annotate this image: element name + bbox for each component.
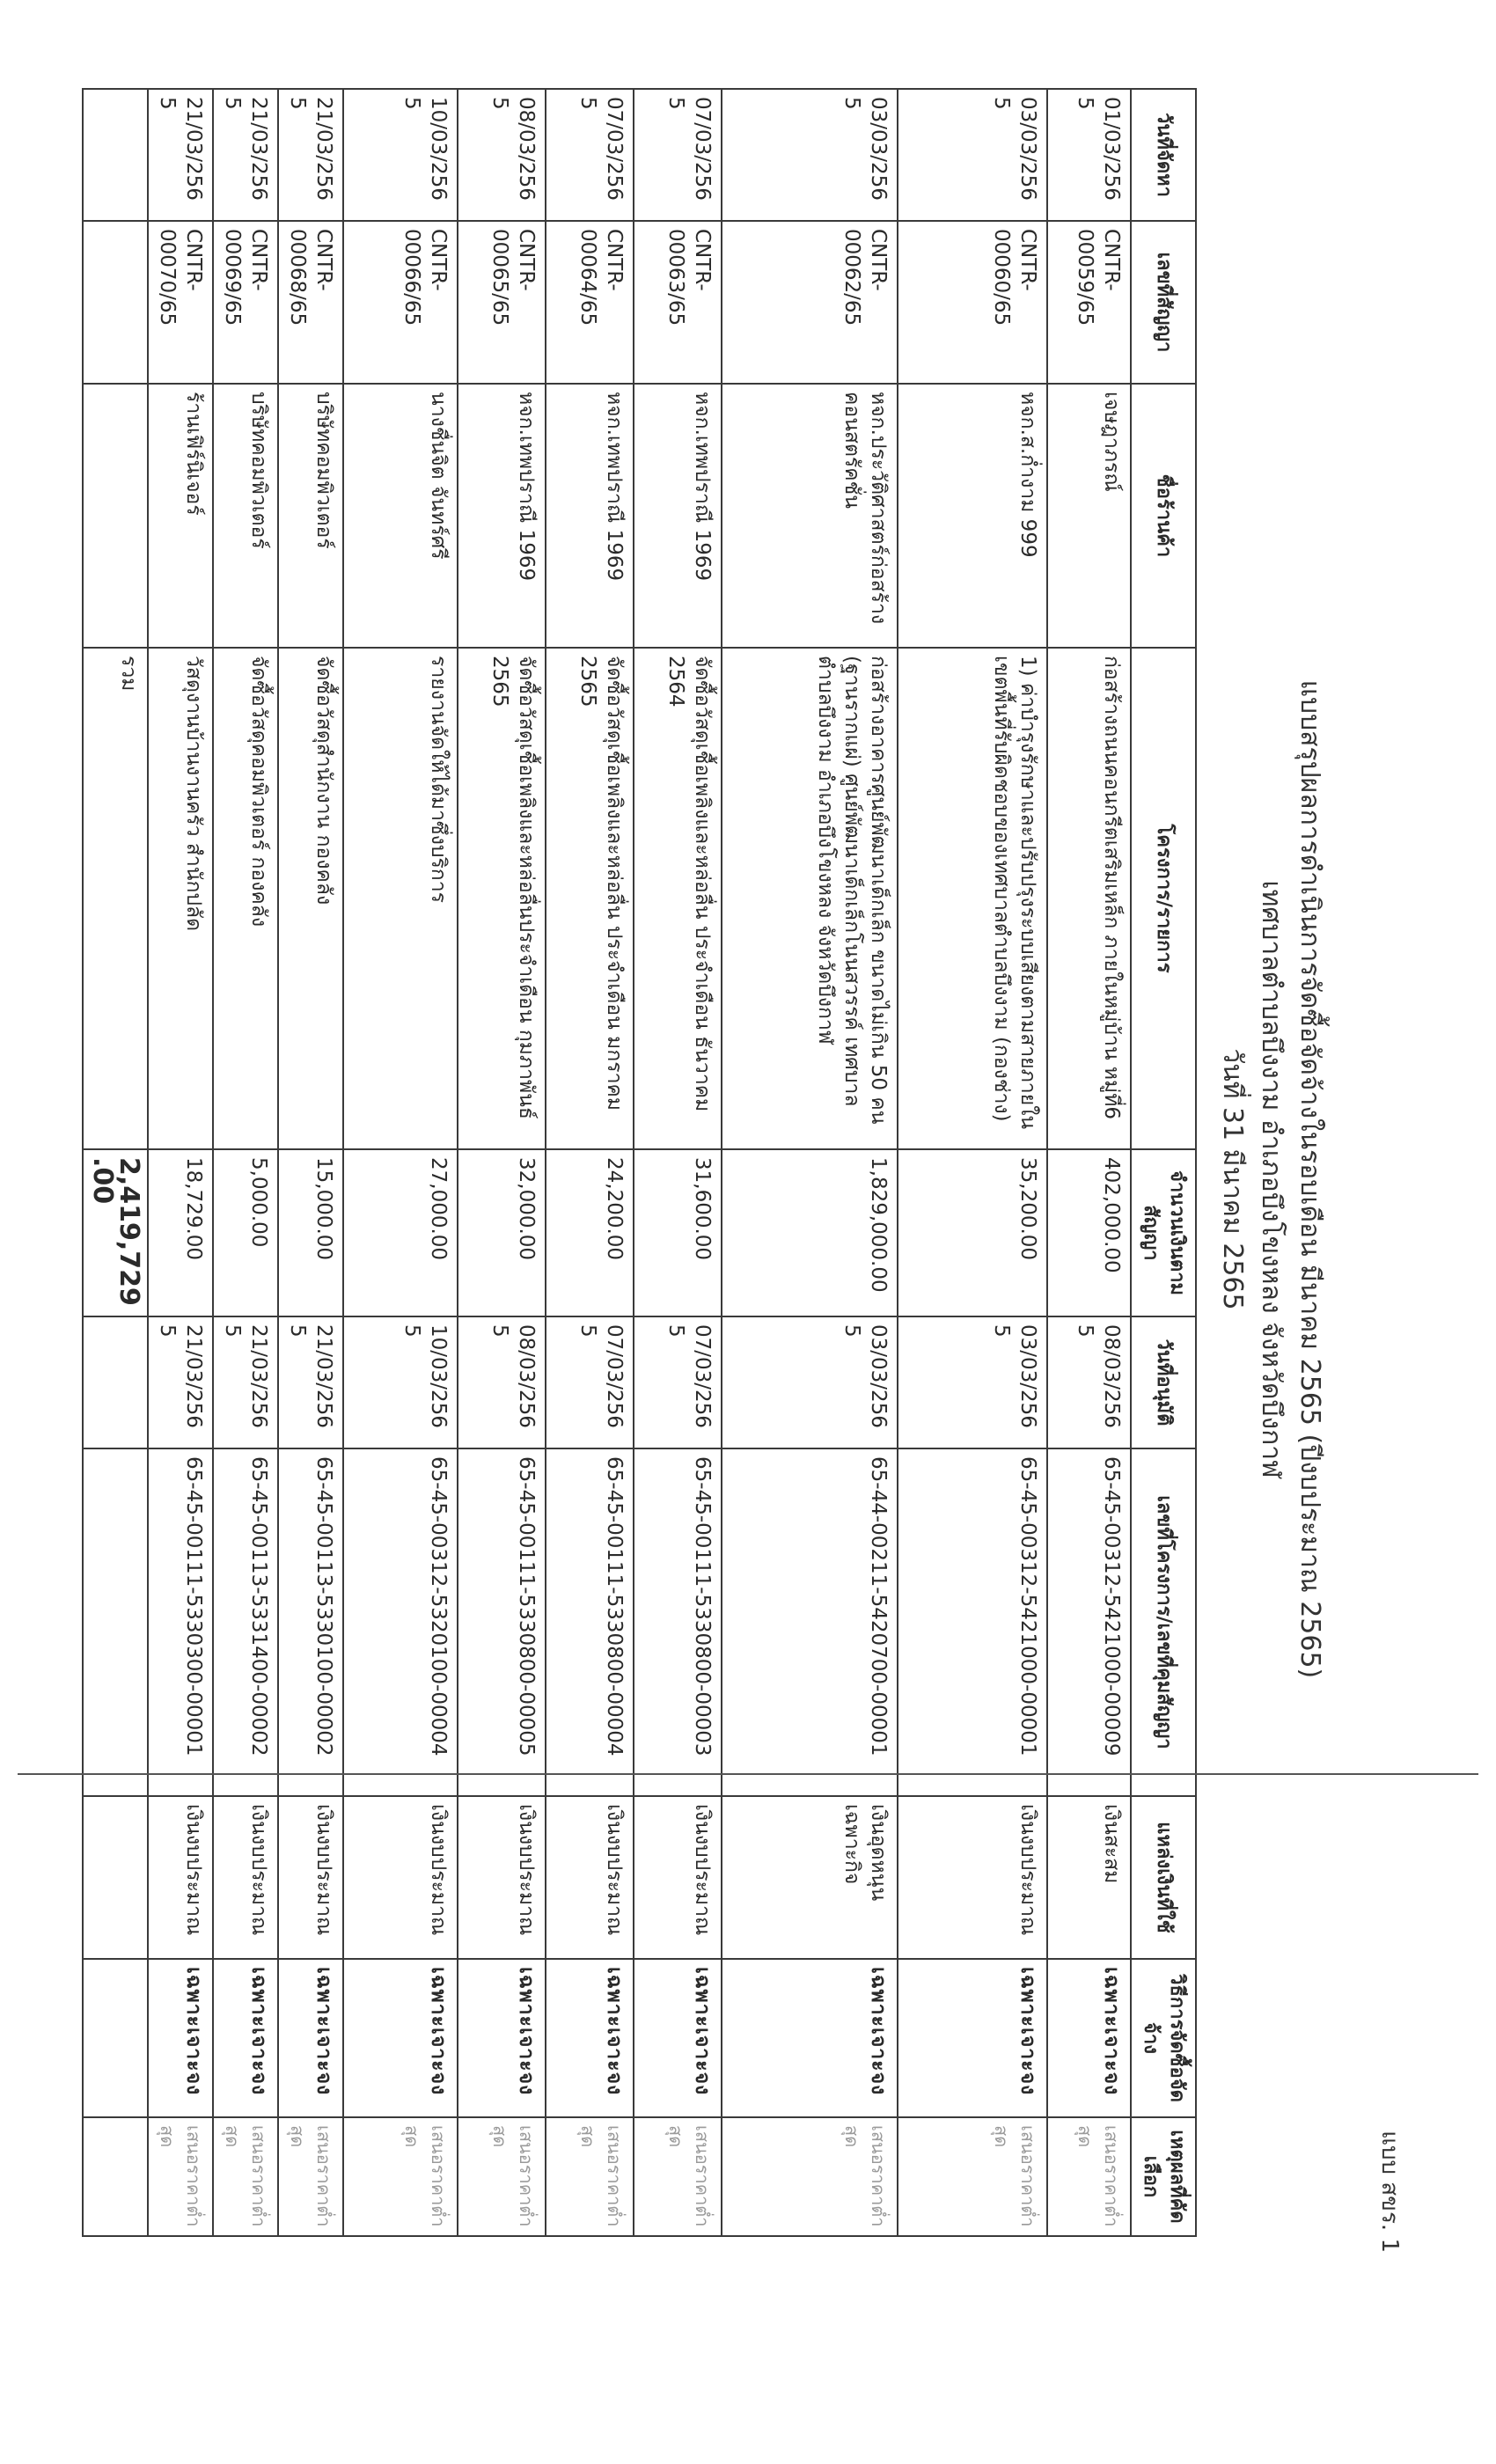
- cell-date: 01/03/2565: [1047, 89, 1131, 221]
- total-value: 2,419,729.00: [83, 1149, 148, 1316]
- table-row: [722, 89, 898, 2236]
- cell-contract: CNTR-00062/65: [722, 221, 898, 384]
- cell-ref: 65-45-00113-5331400-00002: [213, 1448, 278, 1796]
- cell-method: เฉพาะเจาะจง: [1047, 1959, 1131, 2117]
- cell-ref: 65-45-00312-5421000-00001: [898, 1448, 1047, 1796]
- table-row: [546, 89, 634, 2236]
- title-line-3: วันที่ 31 มีนาคม 2565: [1217, 1048, 1248, 1310]
- cell-approve-date: 03/03/2565: [898, 1316, 1047, 1448]
- cell-vendor: บริษัทคอมพิวเตอร์: [213, 384, 278, 648]
- table-row: [343, 89, 458, 2236]
- cell-vendor: หจก.ประวัติศาสตร์ก่อสร้าง คอนสตรัคชั่น: [722, 384, 898, 648]
- header-method: วิธีการจัดซื้อจัดจ้าง: [1131, 1959, 1196, 2117]
- cell-vendor: เจษฎาภรณ์: [1047, 384, 1131, 648]
- page-bottom-rule: [18, 1773, 1478, 1775]
- cell-reason: เสนอราคาต่ำสุด: [213, 2117, 278, 2236]
- cell-approve-date: 07/03/2565: [634, 1316, 722, 1448]
- cell-vendor: บริษัทคอมพิวเตอร์: [278, 384, 343, 648]
- cell-contract: CNTR-00064/65: [546, 221, 634, 384]
- cell-method: เฉพาะเจาะจง: [458, 1959, 546, 2117]
- cell-method: เฉพาะเจาะจง: [898, 1959, 1047, 2117]
- cell-source: เงินงบประมาณ: [148, 1796, 213, 1959]
- table-row: [148, 89, 213, 2236]
- cell-reason: เสนอราคาต่ำสุด: [343, 2117, 458, 2236]
- cell-method: เฉพาะเจาะจง: [213, 1959, 278, 2117]
- cell-method: เฉพาะเจาะจง: [148, 1959, 213, 2117]
- cell-date: 08/03/2565: [458, 89, 546, 221]
- cell-contract: CNTR-00063/65: [634, 221, 722, 384]
- cell-vendor: หจก.เทพปราณี 1969: [634, 384, 722, 648]
- cell-ref: 65-45-00111-5330800-00003: [634, 1448, 722, 1796]
- cell-reason: เสนอราคาต่ำสุด: [1047, 2117, 1131, 2236]
- cell-source: เงินงบประมาณ: [634, 1796, 722, 1959]
- table-row: [634, 89, 722, 2236]
- cell-reason: เสนอราคาต่ำสุด: [546, 2117, 634, 2236]
- cell-project: จัดซื้อวัสดุคอมพิวเตอร์ กองคลัง: [213, 648, 278, 1149]
- cell-amount: 15,000.00: [278, 1149, 343, 1316]
- cell-ref: 65-45-00312-5421000-00009: [1047, 1448, 1131, 1796]
- table-row: [1047, 89, 1131, 2236]
- cell-ref: 65-45-00312-5320100-00004: [343, 1448, 458, 1796]
- cell-ref: 65-45-00111-5330800-00004: [546, 1448, 634, 1796]
- cell-amount: 5,000.00: [213, 1149, 278, 1316]
- cell-project: ก่อสร้างถนนคอนกรีตเสริมเหล็ก ภายในหมู่บ้าน หมู่ที่6: [1047, 648, 1131, 1149]
- cell-amount: 35,200.00: [898, 1149, 1047, 1316]
- cell-source: เงินงบประมาณ: [343, 1796, 458, 1959]
- cell-ref: 65-44-00211-5420700-00001: [722, 1448, 898, 1796]
- cell-date: 03/03/2565: [898, 89, 1047, 221]
- cell-source: เงินงบประมาณ: [213, 1796, 278, 1959]
- cell-approve-date: 03/03/2565: [722, 1316, 898, 1448]
- cell-project: รายงานจัดให้ได้มาซึ่งบริการ: [343, 648, 458, 1149]
- cell-contract: CNTR-00066/65: [343, 221, 458, 384]
- cell-method: เฉพาะเจาะจง: [278, 1959, 343, 2117]
- form-code: แบบ สขร. 1: [1376, 2130, 1403, 2253]
- cell-source: เงินสะสม: [1047, 1796, 1131, 1959]
- cell-reason: เสนอราคาต่ำสุด: [898, 2117, 1047, 2236]
- cell-vendor: ร้านเฟิร์นิเจอร์: [148, 384, 213, 648]
- procurement-summary-table: [82, 88, 1197, 2237]
- header-reason: เหตุผลที่คัดเลือก: [1131, 2117, 1196, 2236]
- title-line-1: แบบสรุปผลการดำเนินการจัดซื้อจัดจ้างในรอบเดือน มีนาคม 2565 (ปีงบประมาณ 2565): [1294, 679, 1325, 1679]
- title-line-2: เทศบาลตำบลบึงงาม อำเภอบึงโขงหลง จังหวัดบึงกาฬ: [1256, 880, 1287, 1478]
- cell-contract: CNTR-00069/65: [213, 221, 278, 384]
- header-project: โครงการ/รายการ: [1131, 648, 1196, 1149]
- cell-project: จัดซื้อวัสดุสำนักงาน กองคลัง: [278, 648, 343, 1149]
- cell-amount: 402,000.00: [1047, 1149, 1131, 1316]
- total-row: [83, 89, 148, 2236]
- cell-approve-date: 21/03/2565: [213, 1316, 278, 1448]
- cell-source: เงินอุดหนุนเฉพาะกิจ: [722, 1796, 898, 1959]
- header-ref: เลขที่โครงการ/เลขที่คุมสัญญา: [1131, 1448, 1196, 1796]
- cell-project: ก่อสร้างอาคารศูนย์พัฒนาเด็กเล็ก ขนาดไม่เกิน 50 คน (ฐานรากแผ่) ศูนย์พัฒนาเด็กเล็กโนนสวรรค์ เทศบาลตำบลบึงงาม อำเภอบึงโขงหลง จังหวัดบึงกาฬ: [722, 648, 898, 1149]
- cell-vendor: หจก.เทพปราณี 1969: [458, 384, 546, 648]
- cell-approve-date: 10/03/2565: [343, 1316, 458, 1448]
- cell-amount: 31,600.00: [634, 1149, 722, 1316]
- cell-amount: 1,829,000.00: [722, 1149, 898, 1316]
- table-header-row: [1131, 89, 1196, 2236]
- cell-date: 03/03/2565: [722, 89, 898, 221]
- title-block: [1213, 35, 1329, 2323]
- table-row: [213, 89, 278, 2236]
- cell-ref: 65-45-00111-5330800-00005: [458, 1448, 546, 1796]
- rotated-document-sheet: [53, 35, 1461, 2323]
- table-row: [278, 89, 343, 2236]
- cell-method: เฉพาะเจาะจง: [343, 1959, 458, 2117]
- cell-reason: เสนอราคาต่ำสุด: [722, 2117, 898, 2236]
- header-contract: เลขที่สัญญา: [1131, 221, 1196, 384]
- header-approve-date: วันที่อนุมัติ: [1131, 1316, 1196, 1448]
- cell-contract: CNTR-00060/65: [898, 221, 1047, 384]
- cell-approve-date: 21/03/2565: [278, 1316, 343, 1448]
- cell-contract: CNTR-00065/65: [458, 221, 546, 384]
- header-source: แหล่งเงินที่ใช้: [1131, 1796, 1196, 1959]
- cell-source: เงินงบประมาณ: [898, 1796, 1047, 1959]
- table-row: [898, 89, 1047, 2236]
- cell-source: เงินงบประมาณ: [546, 1796, 634, 1959]
- cell-project: 1) ค่าบำรุงรักษาและปรับปรุงระบบเสียงตามสายภายในเขตพื้นที่รับผิดชอบของเทศบาลตำบลบึงงาม (กองช่าง): [898, 648, 1047, 1149]
- cell-project: จัดซื้อวัสดุเชื้อเพลิงและหล่อลื่น ประจำเดือน มกราคม 2565: [546, 648, 634, 1149]
- cell-date: 21/03/2565: [148, 89, 213, 221]
- header-date: วันที่จัดหา: [1131, 89, 1196, 221]
- cell-source: เงินงบประมาณ: [278, 1796, 343, 1959]
- cell-vendor: นางชื่นจิต จันทร์ศรี: [343, 384, 458, 648]
- cell-reason: เสนอราคาต่ำสุด: [458, 2117, 546, 2236]
- cell-vendor: หจก.ส.ก่ำงาม 999: [898, 384, 1047, 648]
- cell-contract: CNTR-00059/65: [1047, 221, 1131, 384]
- cell-ref: 65-45-00111-5330300-00001: [148, 1448, 213, 1796]
- cell-source: เงินงบประมาณ: [458, 1796, 546, 1959]
- table-row: [458, 89, 546, 2236]
- cell-date: 21/03/2565: [278, 89, 343, 221]
- cell-approve-date: 21/03/2565: [148, 1316, 213, 1448]
- cell-reason: เสนอราคาต่ำสุด: [148, 2117, 213, 2236]
- cell-project: จัดซื้อวัสดุเชื้อเพลิงและหล่อลื่นประจำเดือน กุมภาพันธ์ 2565: [458, 648, 546, 1149]
- cell-approve-date: 07/03/2565: [546, 1316, 634, 1448]
- header-amount: จำนวนเงินตามสัญญา: [1131, 1149, 1196, 1316]
- cell-date: 10/03/2565: [343, 89, 458, 221]
- header-vendor: ชื่อร้านค้า: [1131, 384, 1196, 648]
- cell-method: เฉพาะเจาะจง: [546, 1959, 634, 2117]
- cell-contract: CNTR-00070/65: [148, 221, 213, 384]
- cell-method: เฉพาะเจาะจง: [634, 1959, 722, 2117]
- cell-approve-date: 08/03/2565: [458, 1316, 546, 1448]
- cell-project: วัสดุงานบ้านงานครัว สำนักปลัด: [148, 648, 213, 1149]
- cell-date: 07/03/2565: [634, 89, 722, 221]
- cell-reason: เสนอราคาต่ำสุด: [634, 2117, 722, 2236]
- cell-date: 07/03/2565: [546, 89, 634, 221]
- cell-method: เฉพาะเจาะจง: [722, 1959, 898, 2117]
- cell-amount: 24,200.00: [546, 1149, 634, 1316]
- cell-date: 21/03/2565: [213, 89, 278, 221]
- cell-project: จัดซื้อวัสดุเชื้อเพลิงและหล่อลื่น ประจำเดือน ธันวาคม 2564: [634, 648, 722, 1149]
- cell-reason: เสนอราคาต่ำสุด: [278, 2117, 343, 2236]
- cell-ref: 65-45-00113-5330100-00002: [278, 1448, 343, 1796]
- cell-amount: 32,000.00: [458, 1149, 546, 1316]
- total-label: รวม: [83, 648, 148, 1149]
- cell-vendor: หจก.เทพปราณี 1969: [546, 384, 634, 648]
- cell-contract: CNTR-00068/65: [278, 221, 343, 384]
- cell-amount: 18,729.00: [148, 1149, 213, 1316]
- cell-approve-date: 08/03/2565: [1047, 1316, 1131, 1448]
- cell-amount: 27,000.00: [343, 1149, 458, 1316]
